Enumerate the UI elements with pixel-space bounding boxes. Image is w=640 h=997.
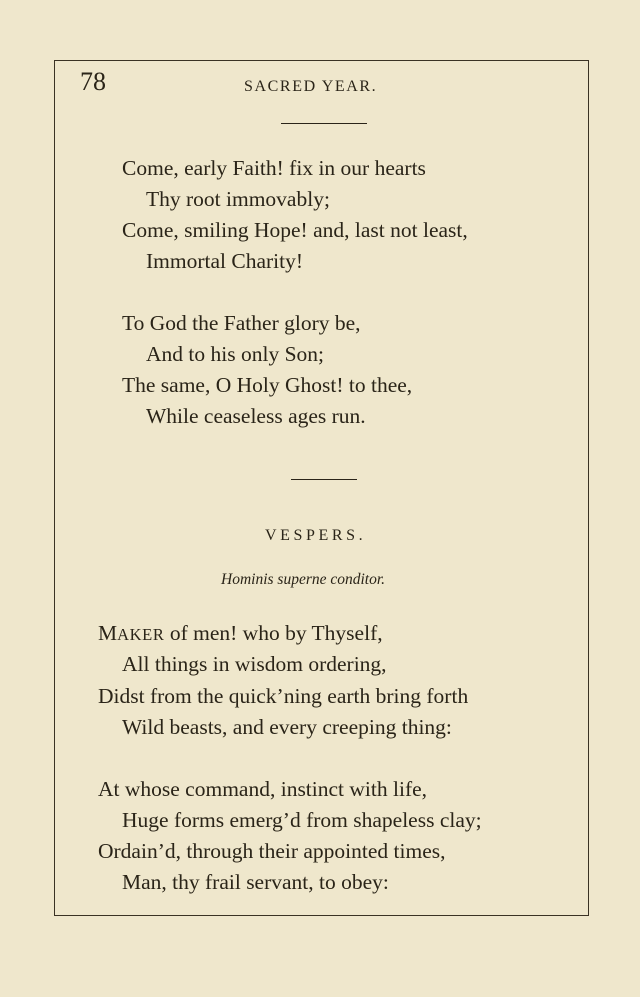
first-word-initial: M bbox=[98, 621, 118, 645]
hymn-line: All things in wisdom ordering, bbox=[122, 652, 387, 676]
hymn-line-text: of men! who by Thyself, bbox=[164, 621, 383, 645]
hymn-line: Huge forms emerg’d from shapeless clay; bbox=[122, 808, 482, 832]
running-head: SACRED YEAR. bbox=[244, 78, 378, 95]
first-word-smallcaps: AKER bbox=[117, 625, 165, 644]
section-title: VESPERS. bbox=[265, 527, 367, 544]
top-rule bbox=[281, 123, 367, 124]
section-rule bbox=[291, 479, 357, 480]
hymn-line: Thy root immovably; bbox=[146, 187, 330, 211]
hymn-line: Ordain’d, through their appointed times, bbox=[98, 839, 446, 863]
hymn-line: Wild beasts, and every creeping thing: bbox=[122, 715, 452, 739]
hymn-line: Immortal Charity! bbox=[146, 249, 304, 273]
hymn-line: While ceaseless ages run. bbox=[146, 404, 366, 428]
hymn-line: The same, O Holy Ghost! to thee, bbox=[122, 373, 413, 397]
hymn-line: Come, early Faith! fix in our hearts bbox=[122, 156, 426, 180]
hymn-line: At whose command, instinct with life, bbox=[98, 777, 428, 801]
hymn-subtitle: Hominis superne conditor. bbox=[221, 571, 386, 588]
hymn-line: To God the Father glory be, bbox=[122, 311, 361, 335]
hymn-line: And to his only Son; bbox=[146, 342, 324, 366]
hymn-first-line bbox=[98, 619, 383, 649]
hymn-line: Didst from the quick’ning earth bring forth bbox=[98, 684, 469, 708]
hymn-line: Come, smiling Hope! and, last not least, bbox=[122, 218, 468, 242]
hymn-line: Man, thy frail servant, to obey: bbox=[122, 870, 389, 894]
page-number: 78 bbox=[80, 67, 106, 96]
